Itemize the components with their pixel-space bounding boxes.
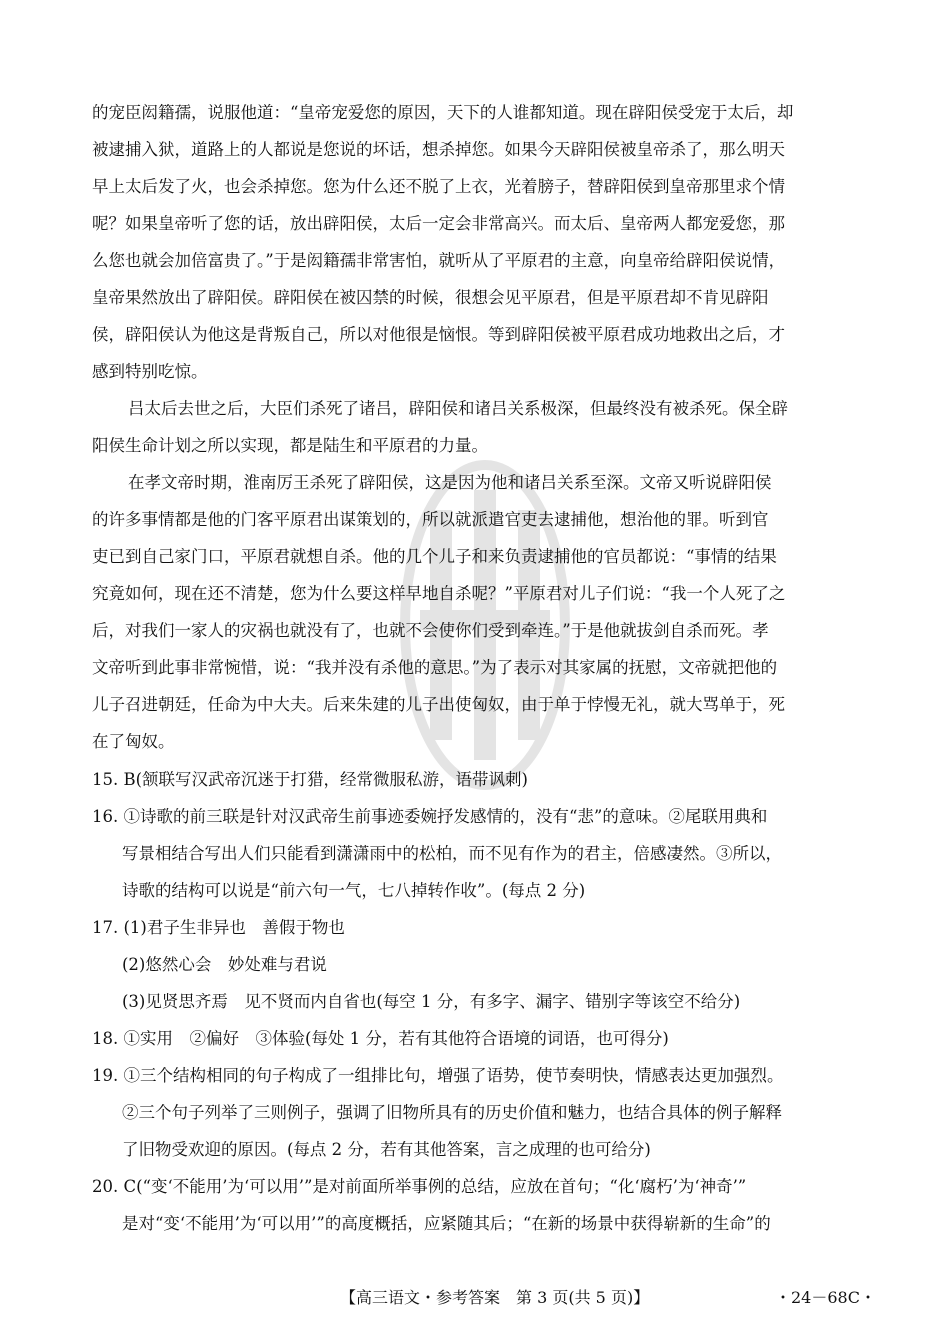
passage-line: 文帝听到此事非常惋惜，说：“我并没有杀他的意思。”为了表示对其家属的抚慰，文帝就把他的 [92,658,778,677]
passage-line: 侯，辟阳侯认为他这是背叛自己，所以对他很是恼恨。等到辟阳侯被平原君成功地救出之后，才 [92,325,785,344]
answer-17-line-3: (3)见贤思齐焉 见不贤而内自省也(每空 1 分，有多字、漏字、错别字等该空不给分) [122,992,741,1011]
answer-16: 16. ①诗歌的前三联是针对汉武帝生前事迹委婉抒发感情的，没有“悲”的意味。②尾联用典和 [92,807,768,826]
answer-17-line-2: (2)悠然心会 妙处难与君说 [122,955,327,974]
page-footer-title: 【高三语文・参考答案 第 3 页(共 5 页)】 [340,1288,650,1307]
passage-line: 皇帝果然放出了辟阳侯。辟阳侯在被囚禁的时候，很想会见平原君，但是平原君却不肯见辟阳 [92,288,769,307]
answer-15: 15. B(颔联写汉武帝沉迷于打猎，经常微服私游，语带讽刺) [92,770,528,789]
passage-line: 在孝文帝时期，淮南厉王杀死了辟阳侯，这是因为他和诸吕关系至深。文帝又听说辟阳侯 [128,473,772,492]
page-footer-code: ・24－68C・ [775,1288,876,1307]
passage-line: 在了匈奴。 [92,732,175,751]
answer-20: 20. C(“变‘不能用’为‘可以用’”是对前面所举事例的总结，应放在首句；“化‘腐朽’为‘神奇’” [92,1177,747,1196]
answer-17: 17. (1)君子生非异也 善假于物也 [92,918,345,937]
answer-19-line-3: 了旧物受欢迎的原因。(每点 2 分，若有其他答案，言之成理的也可给分) [122,1140,651,1159]
passage-line: 感到特别吃惊。 [92,362,208,381]
passage-line: 阳侯生命计划之所以实现，都是陆生和平原君的力量。 [92,436,488,455]
answer-18: 18. ①实用 ②偏好 ③体验(每处 1 分，若有其他符合语境的词语，也可得分) [92,1029,669,1048]
answer-19: 19. ①三个结构相同的句子构成了一组排比句，增强了语势，使节奏明快，情感表达更加强烈。 [92,1066,784,1085]
answer-16-line-3: 诗歌的结构可以说是“前六句一气，七八掉转作收”。(每点 2 分) [122,881,586,900]
passage-line: 吏已到自己家门口，平原君就想自杀。他的几个儿子和来负责逮捕他的官员都说：“事情的结果 [92,547,777,566]
passage-line: 早上太后发了火，也会杀掉您。您为什么还不脱了上衣，光着膀子，替辟阳侯到皇帝那里求个情 [92,177,785,196]
passage-line: 究竟如何，现在还不清楚，您为什么要这样早地自杀呢？”平原君对儿子们说：“我一个人死了之 [92,584,786,603]
answer-16-line-2: 写景相结合写出人们只能看到潇潇雨中的松柏，而不见有作为的君主，倍感凄然。③所以， [122,844,782,863]
passage-line: 后，对我们一家人的灾祸也就没有了，也就不会使你们受到牵连。”于是他就拔剑自杀而死。孝 [92,621,769,640]
answer-20-line-2: 是对“变‘不能用’为‘可以用’”的高度概括，应紧随其后；“在新的场景中获得崭新的生命”的 [122,1214,771,1233]
passage-line: 的许多事情都是他的门客平原君出谋策划的，所以就派遣官吏去逮捕他，想治他的罪。听到官 [92,510,769,529]
passage-line: 儿子召进朝廷，任命为中大夫。后来朱建的儿子出使匈奴，由于单于悖慢无礼，就大骂单于，死 [92,695,785,714]
passage-line: 呢？如果皇帝听了您的话，放出辟阳侯，太后一定会非常高兴。而太后、皇帝两人都宠爱您，那 [92,214,785,233]
answer-19-line-2: ②三个句子列举了三则例子，强调了旧物所具有的历史价值和魅力，也结合具体的例子解释 [122,1103,782,1122]
passage-line: 吕太后去世之后，大臣们杀死了诸吕，辟阳侯和诸吕关系极深，但最终没有被杀死。保全辟 [128,399,788,418]
passage-line: 么您也就会加倍富贵了。”于是闳籍孺非常害怕，就听从了平原君的主意，向皇帝给辟阳侯说情， [92,251,786,270]
passage-line: 的宠臣闳籍孺，说服他道：“皇帝宠爱您的原因，天下的人谁都知道。现在辟阳侯受宠于太后，却 [92,103,794,122]
passage-line: 被逮捕入狱，道路上的人都说是您说的坏话，想杀掉您。如果今天辟阳侯被皇帝杀了，那么明天 [92,140,785,159]
